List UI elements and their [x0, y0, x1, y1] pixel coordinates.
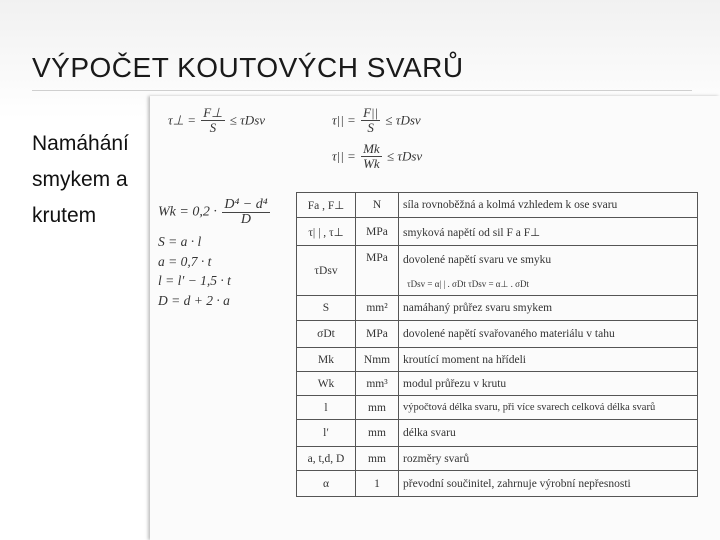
- description-cell: síla rovnoběžná a kolmá vzhledem k ose svaru: [399, 193, 698, 218]
- unit-cell: 1: [356, 471, 399, 497]
- unit-cell: mm²: [356, 296, 399, 321]
- unit-cell: N: [356, 193, 399, 218]
- formula-wk: [158, 198, 272, 227]
- side-line-3: krutem: [32, 204, 97, 227]
- side-text: [32, 126, 129, 234]
- table-row: [297, 471, 698, 497]
- formula-line: S = a · l: [158, 234, 202, 249]
- formula-fraction: [361, 142, 382, 171]
- description-cell: dovolené napětí svaru ve smyku: [399, 246, 698, 274]
- formula-tau-perp: [168, 106, 265, 135]
- symbol-table: [296, 192, 698, 497]
- table-row: [297, 296, 698, 321]
- scanned-formula-image: [150, 96, 720, 540]
- fraction-denominator: S: [209, 120, 217, 135]
- formula-lhs: τ|| =: [332, 112, 356, 128]
- description-cell: namáhaný průřez svaru smykem: [399, 296, 698, 321]
- title-underline: [32, 90, 692, 91]
- formula-lhs: τ⊥ =: [168, 112, 196, 128]
- symbol-cell: l: [297, 396, 356, 420]
- table-row: [297, 348, 698, 372]
- formula-line: l = l′ − 1,5 · t: [158, 273, 231, 288]
- fraction-numerator: F||: [363, 105, 379, 120]
- unit-cell: mm: [356, 420, 399, 447]
- unit-cell: MPa: [356, 218, 399, 246]
- description-cell: modul průřezu v krutu: [399, 372, 698, 396]
- formula-fraction: [201, 106, 224, 135]
- side-line-1: Namáhání: [32, 132, 129, 155]
- fraction-denominator: D: [240, 212, 252, 227]
- fraction-numerator: D⁴ − d⁴: [224, 197, 268, 212]
- fraction-denominator: S: [367, 120, 374, 135]
- table-row: [297, 218, 698, 246]
- description-cell: délka svaru: [399, 420, 698, 447]
- formula-lhs: Wk = 0,2 ·: [158, 204, 217, 220]
- formula-tau-parallel-torsion: [332, 142, 422, 171]
- formula-line: a = 0,7 · t: [158, 253, 212, 269]
- formula-fraction: [361, 106, 380, 135]
- fraction-numerator: F⊥: [203, 105, 223, 120]
- unit-cell: mm³: [356, 372, 399, 396]
- table-row: [297, 447, 698, 471]
- fraction-denominator: Wk: [363, 156, 380, 171]
- table-row: [297, 396, 698, 420]
- fraction-numerator: Mk: [363, 141, 380, 156]
- formula-fraction: [222, 198, 269, 227]
- formula-line: D = d + 2 · a: [158, 292, 230, 308]
- formula-rhs: ≤ τDsv: [385, 112, 421, 128]
- formula-rhs: ≤ τDsv: [386, 148, 423, 164]
- table-row: [297, 246, 698, 274]
- unit-cell: mm: [356, 447, 399, 471]
- formula-list: [158, 232, 231, 310]
- formula-lhs: τ|| =: [332, 148, 356, 164]
- table-row: [297, 420, 698, 447]
- symbol-cell: Fa , F⊥: [297, 193, 356, 218]
- formula-tau-parallel: [332, 106, 421, 135]
- table-row: [297, 321, 698, 348]
- description-cell: smyková napětí od sil F a F⊥: [399, 218, 698, 246]
- description-cell: rozměry svarů: [399, 447, 698, 471]
- formula-rhs: ≤ τDsv: [229, 112, 266, 128]
- symbol-cell: τDsv: [297, 246, 356, 296]
- symbol-cell: Mk: [297, 348, 356, 372]
- description-cell: kroutící moment na hřídeli: [399, 348, 698, 372]
- symbol-cell: l′: [297, 420, 356, 447]
- side-line-2: smykem a: [32, 168, 128, 191]
- symbol-cell: α: [297, 471, 356, 497]
- description-cell: výpočtová délka svaru, při více svarech celková délka svarů: [399, 396, 698, 420]
- table-row: [297, 193, 698, 218]
- symbol-cell: a, t,d, D: [297, 447, 356, 471]
- unit-cell: mm: [356, 396, 399, 420]
- unit-cell: MPa: [356, 321, 399, 348]
- description-subformula: τDsv = α| | . σDt τDsv = α⊥ . σDt: [399, 274, 698, 296]
- symbol-cell: σDt: [297, 321, 356, 348]
- symbol-cell: Wk: [297, 372, 356, 396]
- symbol-cell: τ| | , τ⊥: [297, 218, 356, 246]
- slide-title: VÝPOČET KOUTOVÝCH SVARŮ: [32, 52, 464, 83]
- table-row: [297, 372, 698, 396]
- symbol-cell: S: [297, 296, 356, 321]
- description-cell: převodní součinitel, zahrnuje výrobní nepřesnosti: [399, 471, 698, 497]
- unit-cell: MPa: [356, 246, 399, 296]
- unit-cell: Nmm: [356, 348, 399, 372]
- description-cell: dovolené napětí svařovaného materiálu v tahu: [399, 321, 698, 348]
